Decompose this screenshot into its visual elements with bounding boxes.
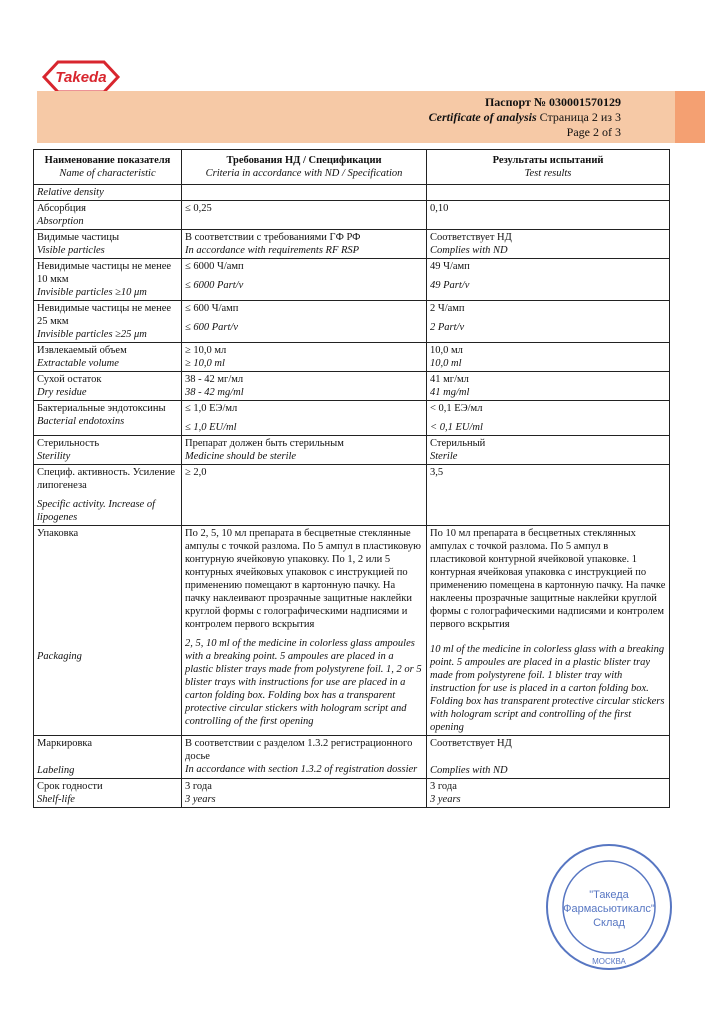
table-row: Абсорбция Absorption ≤ 0,25 0,10 <box>34 201 670 230</box>
passport-number: Паспорт № 030001570129 <box>484 95 621 109</box>
table-row: Стерильность Sterility Препарат должен быть стерильным Medicine should be sterile Стерильный Sterile <box>34 436 670 465</box>
stamp-line-1: "Такеда <box>589 889 629 901</box>
certificate-line <box>429 110 621 125</box>
table-row: Извлекаемый объем Extractable volume ≥ 10,0 мл ≥ 10,0 ml 10,0 мл 10,0 ml <box>34 343 670 372</box>
takeda-logo <box>38 60 124 94</box>
table-row: Специф. активность. Усиление липогенеза Specific activity. Increase of lipogenes ≥ 2,0 3,5 <box>34 465 670 526</box>
table-row: Невидимые частицы не менее 25 мкм Invisible particles ≥25 μm ≤ 600 Ч/амп ≤ 600 Part/v 2 Ч/амп 2 Part/v <box>34 301 670 343</box>
table-row: Сухой остаток Dry residue 38 - 42 мг/мл 38 - 42 mg/ml 41 мг/мл 41 mg/ml <box>34 372 670 401</box>
stamp-line-2: Фармасьютикалс" <box>563 903 655 915</box>
table-row: Невидимые частицы не менее 10 мкм Invisible particles ≥10 μm ≤ 6000 Ч/амп ≤ 6000 Part/v 49 Ч/амп 49 Part/v <box>34 259 670 301</box>
table-row: Срок годности Shelf-life 3 года 3 years 3 года 3 years <box>34 779 670 808</box>
table-row: Бактериальные эндотоксины Bacterial endotoxins ≤ 1,0 ЕЭ/мл ≤ 1,0 EU/ml < 0,1 ЕЭ/мл < 0,1 EU/ml <box>34 401 670 436</box>
stamp-line-3: Склад <box>593 917 625 929</box>
page-en: Page 2 of 3 <box>566 125 621 139</box>
table-row: Упаковка Packaging По 2, 5, 10 мл препарата в бесцветные стеклянные ампулы с точкой разлома. По 5 ампул в пластиковую контурную ячейковую упаковку. По 1, 2 или 5 контурных ячейковых упаковок с инструкцией по применению помещают в картонную пачку. На пачку наклеивают прозрачные защитные наклейки круглой формы с голографическими надписями и контролем первого вскрытия 2, 5, 10 ml of the medicine in colorless glass ampoules with a breaking point. 5 ampoules are placed in a plastic blister trays made from polystyrene foil. 1, 2 or 5 blister trays with instructions for use are placed in a carton folding box. Folding box has a transparent protective circular stickers with hologram script and controlling of the first opening По 10 мл препарата в бесцветных стеклянных ампулах с точкой разлома. По 5 ампул в пластиковой контурной ячейковой упаковке. 1 контурная ячейковая упаковка с инструкцией по применению помещена в картонную пачку. На пачке наклеены прозрачные защитные наклейки круглой формы с голографическими надписями и контролем первого вскрытия 10 ml of the medicine in colorless glass with a breaking point. 5 ampoules are placed in a plastic blister tray made from polystyrene foil. 1 blister tray with instruction for use is placed in a carton folding box. Folding box has transparent protective circular stickers with hologram script and controlling of the first opening <box>34 526 670 736</box>
col-characteristic: Наименование показателя Name of characteristic <box>34 150 182 185</box>
page-ru: Страница 2 из 3 <box>539 110 621 124</box>
col-criteria: Требования НД / Спецификации Criteria in accordance with ND / Specification <box>182 150 427 185</box>
header-accent <box>675 91 705 143</box>
certificate-title: Certificate of analysis <box>428 110 537 124</box>
table-row: Маркировка Labeling В соответствии с разделом 1.3.2 регистрационного досье In accordance with section 1.3.2 of registration dossier Соответствует НД Complies with ND <box>34 736 670 779</box>
stamp-city: МОСКВА <box>592 957 626 966</box>
table-header-row <box>34 150 670 185</box>
table-row: Видимые частицы Visible particles В соответствии с требованиями ГФ РФ In accordance with requirements RF RSP Соответствует НД Complies with ND <box>34 230 670 259</box>
logo-text: Takeda <box>55 69 107 86</box>
company-stamp <box>544 842 674 972</box>
col-results: Результаты испытаний Test results <box>427 150 670 185</box>
analysis-table <box>33 149 670 808</box>
table-row: Relative density <box>34 185 670 201</box>
